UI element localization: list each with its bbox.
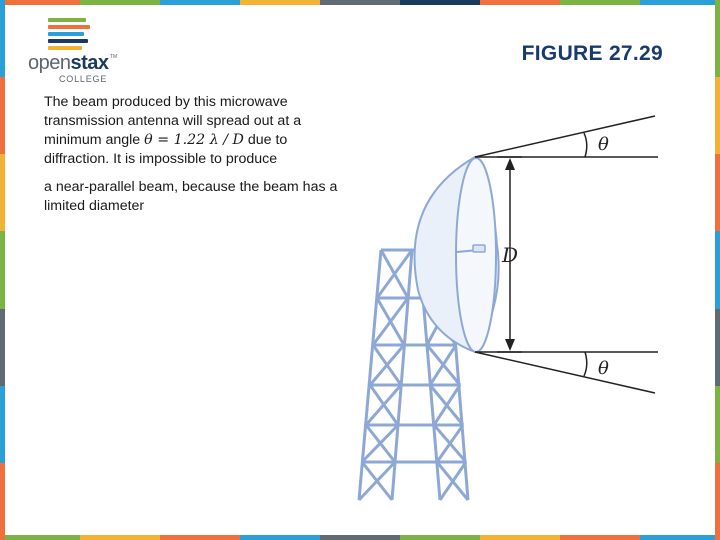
caption-paragraph-1: The beam produced by this microwave transmission antenna will spread out at a minimum angle θ = 1.22 λ / D due to diffraction. It is impossible to produce [44,94,302,167]
theta-bottom-label: θ [598,358,609,379]
arrowhead-down [505,339,515,351]
logo-subtitle: COLLEGE [59,74,108,84]
diffraction-formula: θ = 1.22 λ / D [144,132,244,148]
diameter-label: D [502,243,519,267]
caption-paragraph-2: a near-parallel beam, because the beam has a limited diameter [44,179,338,214]
logo-wordmark: openstax [28,52,109,74]
logo-trademark: TM [110,54,118,60]
arrowhead-up [505,158,515,170]
dish-antenna [415,157,499,352]
figure-title: FIGURE 27.29 [521,42,663,65]
theta-top-label: θ [598,134,609,155]
